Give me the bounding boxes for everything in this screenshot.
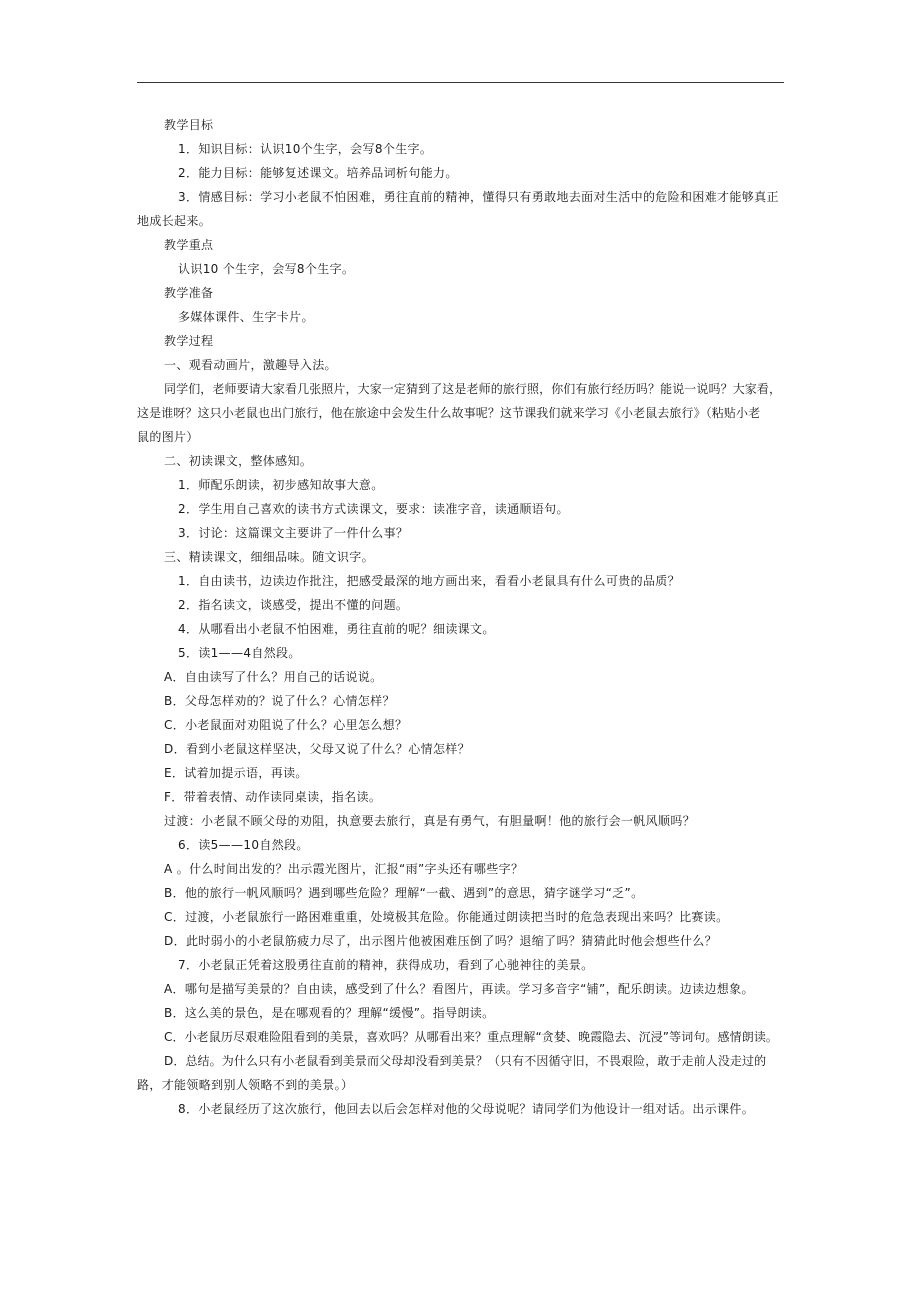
sub-item: D．总结。为什么只有小老鼠看到美景而父母却没看到美景？（只有不因循守旧，不畏艰险，敢于走前人没走过的 [164,1054,767,1068]
section-one-title: 一、观看动画片，激趣导入法。 [164,358,337,372]
intro-paragraph-line: 这是谁呀？这只小老鼠也出门旅行，他在旅途中会发生什么故事呢？这节课我们就来学习《小老鼠去旅行》（粘贴小老 [137,406,761,420]
sub-item: F．带着表情、动作读同桌读，指名读。 [164,790,382,804]
preparation-text: 多媒体课件、生字卡片。 [178,310,314,324]
sub-item: A 。什么时间出发的？出示霞光图片，汇报“雨”字头还有哪些字？ [164,862,524,876]
sub-item: C．过渡，小老鼠旅行一路困难重重，处境极其危险。你能通过朗读把当时的危急表现出来吗？比赛读。 [164,910,729,924]
list-item: 1．师配乐朗读，初步感知故事大意。 [178,478,384,492]
sub-item: D．看到小老鼠这样坚决，父母又说了什么？心情怎样？ [164,742,470,756]
heading-key-points: 教学重点 [164,238,214,252]
heading-preparation: 教学准备 [164,286,214,300]
sub-item: E．试着加提示语，再读。 [164,766,308,780]
sub-item: B．这么美的景色，是在哪观看的？理解“缓慢”。指导朗读。 [164,1006,495,1020]
sub-item: C．小老鼠面对劝阻说了什么？心里怎么想？ [164,718,408,732]
sub-item: C．小老鼠历尽艰难险阻看到的美景，喜欢吗？从哪看出来？重点理解“贪婪、晚霞隐去、沉浸”等词句。感情朗读。 [164,1030,779,1044]
list-item: 2．指名读文，谈感受，提出不懂的问题。 [178,598,409,612]
section-three-title: 三、精读课文，细细品味。随文识字。 [164,550,374,564]
list-item: 5．读1——4自然段。 [178,646,301,660]
sub-item: D．此时弱小的小老鼠筋疲力尽了，出示图片他被困难压倒了吗？退缩了吗？猜猜此时他会想些什么？ [164,934,717,948]
sub-item: B．父母怎样劝的？说了什么？心情怎样？ [164,694,395,708]
objective-emotion: 3．情感目标：学习小老鼠不怕困难，勇往直前的精神，懂得只有勇敢地去面对生活中的危险和困难才能够真正 [178,190,779,204]
section-two-title: 二、初读课文，整体感知。 [164,454,313,468]
transition-text: 过渡：小老鼠不顾父母的劝阻，执意要去旅行，真是有勇气，有胆量啊！他的旅行会一帆风顺吗？ [164,814,696,828]
intro-paragraph-line: 同学们，老师要请大家看几张照片，大家一定猜到了这是老师的旅行照，你们有旅行经历吗？能说一说吗？大家看， [164,382,782,396]
objective-knowledge: 1．知识目标：认识10个生字，会写8个生字。 [178,142,433,156]
sub-item-cont: 路，才能领略到别人领略不到的美景。） [137,1078,354,1092]
list-item: 1．自由读书，边读边作批注，把感受最深的地方画出来，看看小老鼠具有什么可贵的品质？ [178,574,680,588]
sub-item: B．他的旅行一帆风顺吗？遇到哪些危险？理解“一截、遇到”的意思，猜字谜学习“乏”。 [164,886,644,900]
heading-process: 教学过程 [164,334,214,348]
intro-paragraph-line: 鼠的图片） [137,430,199,444]
list-item: 4．从哪看出小老鼠不怕困难，勇往直前的呢？细读课文。 [178,622,495,636]
list-item: 7．小老鼠正凭着这股勇往直前的精神，获得成功，看到了心驰神往的美景。 [178,958,594,972]
objective-emotion-cont: 地成长起来。 [137,214,212,228]
list-item: 2．学生用自己喜欢的读书方式读课文，要求：读准字音，读通顺语句。 [178,502,569,516]
list-item: 6．读5——10自然段。 [178,838,309,852]
list-item: 8．小老鼠经历了这次旅行，他回去以后会怎样对他的父母说呢？请同学们为他设计一组对话。出示课件。 [178,1102,755,1116]
objective-ability: 2．能力目标：能够复述课文。培养品词析句能力。 [178,166,458,180]
sub-item: A．哪句是描写美景的？自由读，感受到了什么？看图片，再读。学习多音字“铺”，配乐朗读。边读边想象。 [164,982,754,996]
key-points-text: 认识10 个生字，会写8个生字。 [178,262,355,276]
list-item: 3．讨论：这篇课文主要讲了一件什么事？ [178,526,409,540]
heading-objectives: 教学目标 [164,118,214,132]
sub-item: A．自由读写了什么？用自己的话说说。 [164,670,383,684]
